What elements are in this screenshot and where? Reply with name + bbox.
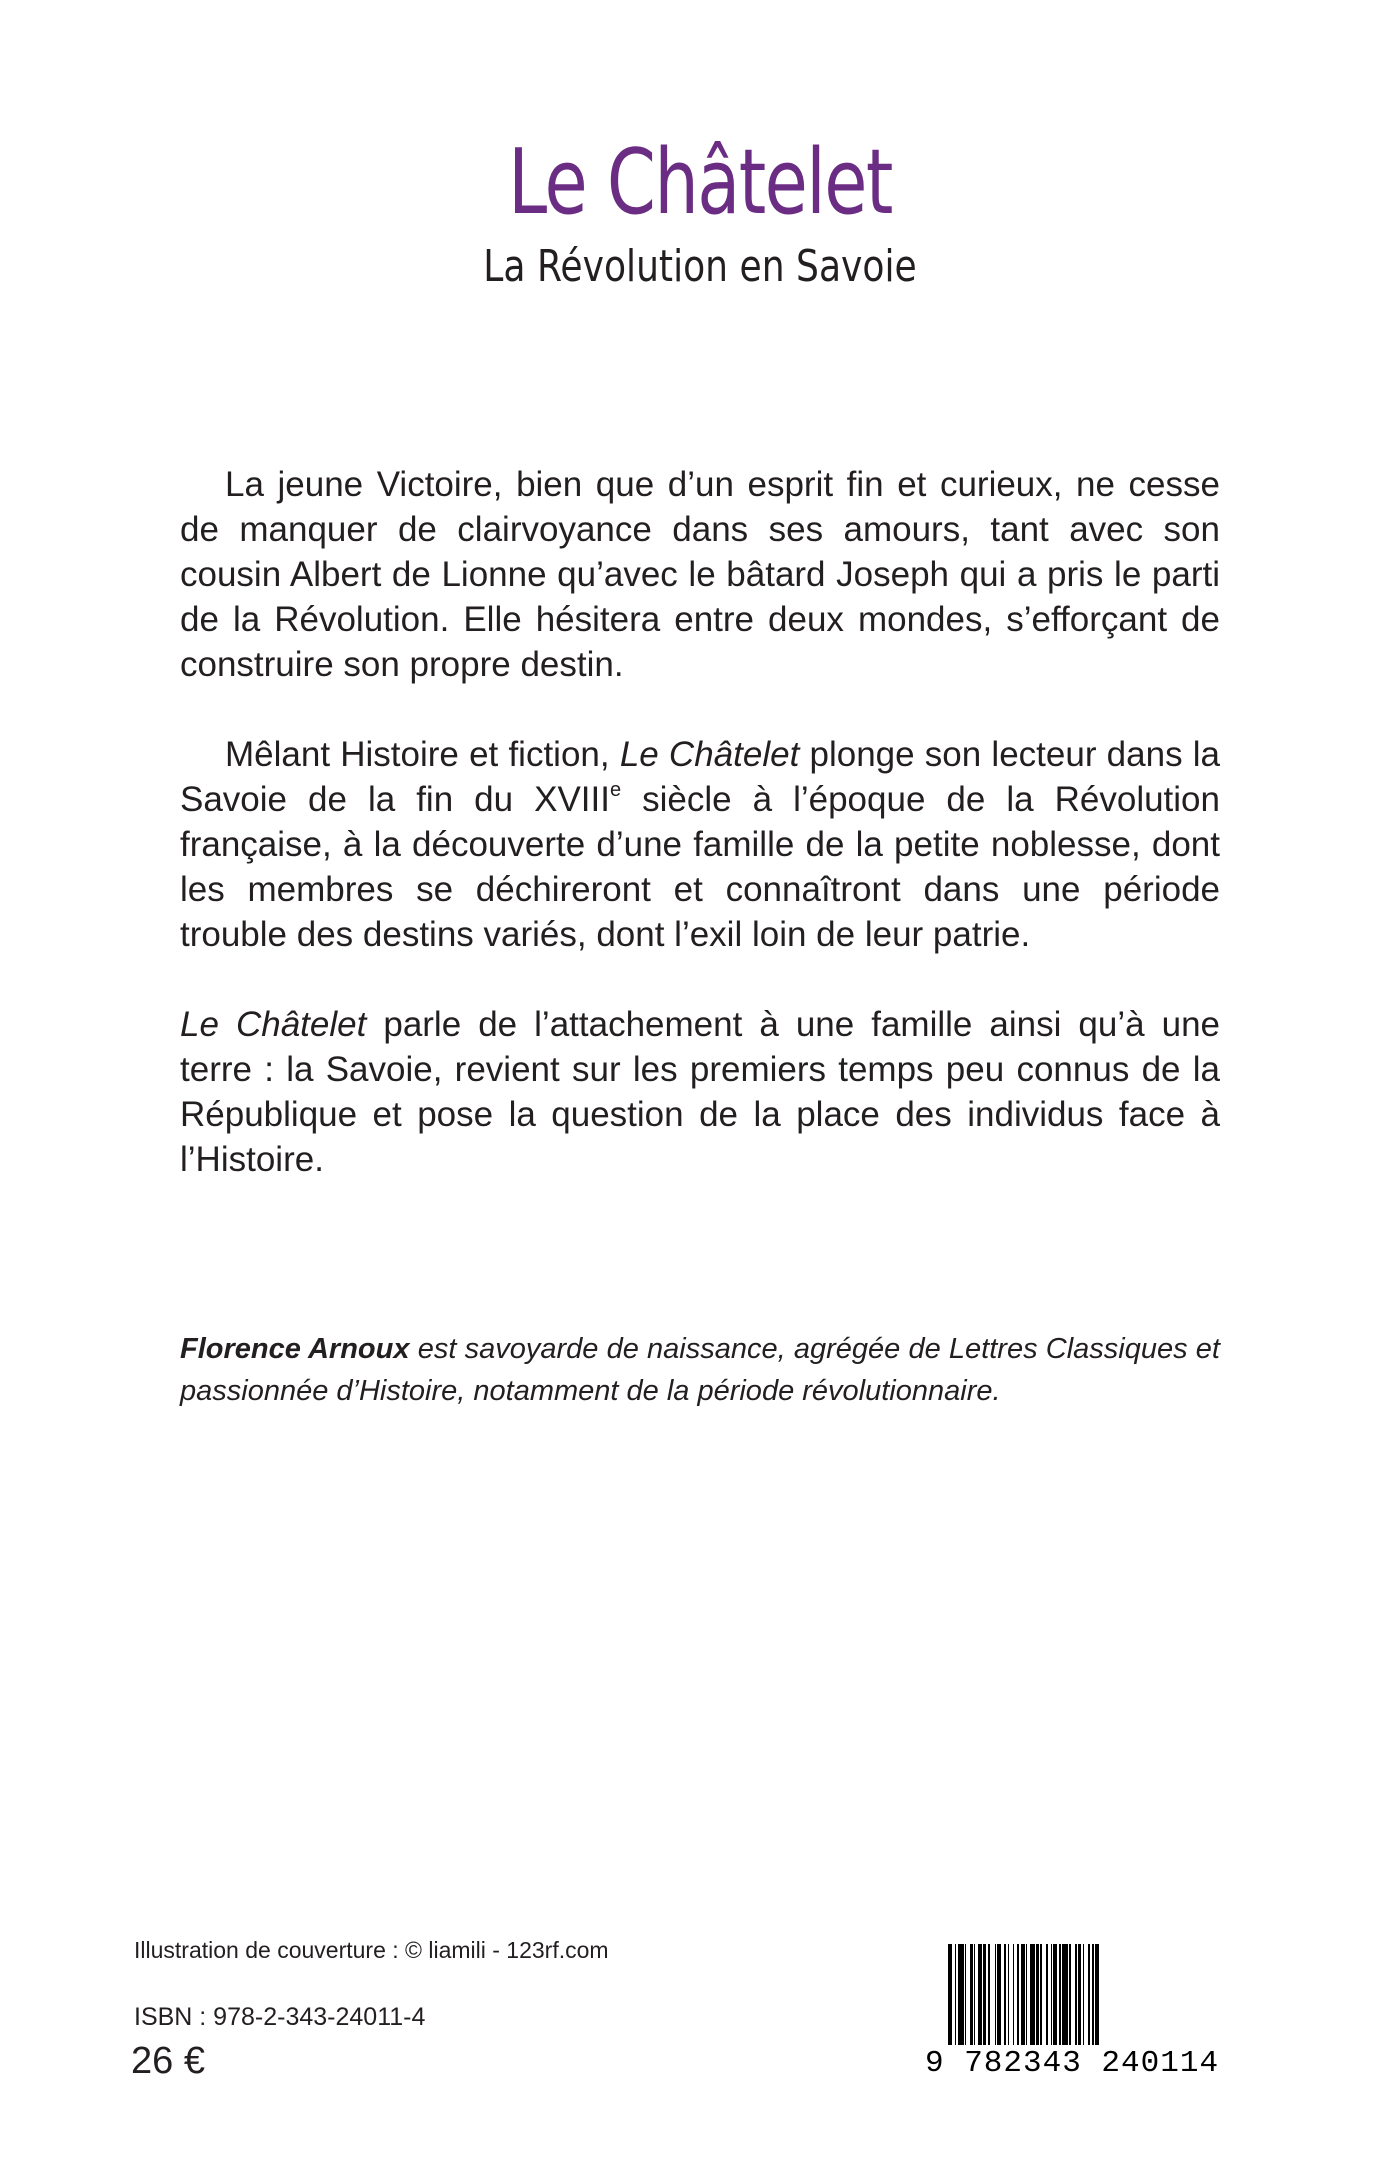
barcode-bar — [1062, 1944, 1067, 2045]
barcode-bar — [965, 1944, 966, 2045]
barcode-bar — [1036, 1944, 1039, 2045]
barcode-bar — [1013, 1944, 1014, 2045]
barcode-bar — [997, 1944, 1001, 2045]
barcode-bar — [1083, 1944, 1084, 2045]
barcode-bar — [1092, 1944, 1093, 2045]
book-title-inline: Le Châtelet — [180, 1005, 367, 1044]
barcode-bar — [948, 1944, 952, 2045]
book-subtitle: La Révolution en Savoie — [483, 241, 917, 292]
isbn: ISBN : 978-2-343-24011-4 — [134, 2003, 426, 2031]
barcode-bar — [1026, 1944, 1027, 2045]
barcode-bar — [1040, 1944, 1041, 2045]
blurb-paragraph-3: Le Châtelet parle de l’attachement à une famille ainsi qu’à une terre : la Savoie, revient sur les premiers temps peu connus de la République et pose la question de la place des individus face à l’Histoire. — [180, 1005, 1220, 1179]
barcode-bar — [1030, 1944, 1035, 2045]
barcode-bar — [955, 1944, 956, 2045]
blurb-paragraph-1: La jeune Victoire, bien que d’un esprit fin et curieux, ne cesse de manquer de clairvoyance dans ses amours, tant avec son cousin Albert de Lionne qu’avec le bâtard Joseph qui a pris le parti de la Révolution. Elle hésitera entre deux mondes, s’efforçant de construire son propre destin. — [180, 465, 1220, 684]
blurb-paragraph-2: Mêlant Histoire et fiction, Le Châtelet plonge son lecteur dans la Savoie de la fin du XVIIIe siècle à l’époque de la Révolution française, à la découverte d’une famille de la petite noblesse, dont les membres se déchireront et connaîtront dans une période trouble des destins variés, dont l’exil loin de leur patrie. — [180, 735, 1220, 954]
blurb — [180, 462, 1220, 1227]
author-bio: Florence Arnoux est savoyarde de naissance, agrégée de Lettres Classiques et passionnée d’Histoire, notamment de la période révolutionnaire. — [180, 1333, 1220, 1407]
barcode-bar — [958, 1944, 963, 2045]
barcode-bar — [1046, 1944, 1049, 2045]
barcode-bar — [1053, 1944, 1057, 2045]
barcode-bar — [974, 1944, 975, 2045]
barcode-bar — [1004, 1944, 1007, 2045]
barcode-bar — [988, 1944, 989, 2045]
barcode-bar — [983, 1944, 986, 2045]
barcode-bar — [1078, 1944, 1081, 2045]
barcode-bar — [1075, 1944, 1076, 2045]
author-name: Florence Arnoux — [180, 1333, 410, 1365]
barcode-bar — [1021, 1944, 1025, 2045]
barcode-bar — [1008, 1944, 1009, 2045]
cover-credit: Illustration de couverture : © liamili - 123rf.com — [134, 1937, 609, 1963]
barcode-bar — [995, 1944, 996, 2045]
price: 26 € — [131, 2040, 205, 2082]
barcode-bar — [1095, 1944, 1099, 2045]
barcode-bar — [1051, 1944, 1052, 2045]
barcode-bar — [1059, 1944, 1062, 2045]
book-title-inline: Le Châtelet — [619, 735, 800, 774]
barcode-bar — [1017, 1944, 1020, 2045]
barcode-digits: 9 782343 240114 — [925, 2046, 1220, 2081]
book-title: Le Châtelet — [508, 130, 892, 235]
barcode-bar — [978, 1944, 982, 2045]
barcode-bar — [1069, 1944, 1072, 2045]
barcode-bar — [1088, 1944, 1089, 2045]
barcode-bar — [970, 1944, 973, 2045]
barcode — [948, 1944, 1214, 2045]
